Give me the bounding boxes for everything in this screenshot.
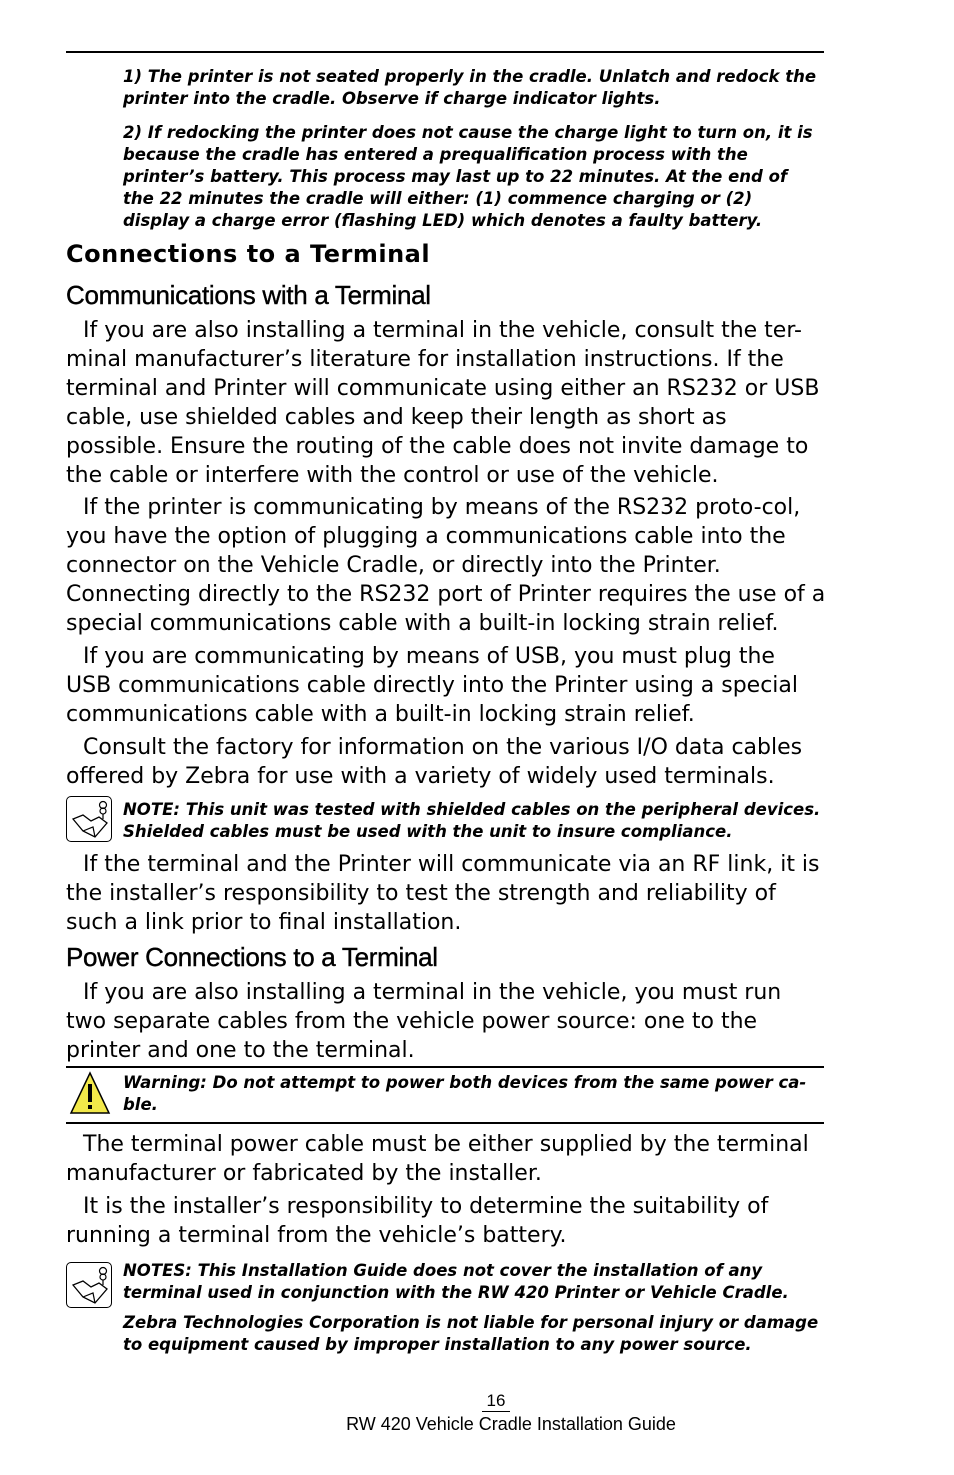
top-rule bbox=[66, 51, 824, 53]
notes-bottom-text-1: NOTES: This Installation Guide does not cover the installation of any terminal used in conjunction with the RW 420 Printer or Vehicle Cradle. bbox=[123, 1261, 789, 1302]
comm-paragraph-2: If the printer is communicating by means of the RS232 proto-col, you have the option of plugging a communications cable into the connector on the Vehicle Cradle, or directly into the Printer. Connecting directly to the RS232 port of Printer requires the use of a special communications cable with a built-in locking strain relief. bbox=[66, 495, 826, 636]
comm-paragraph-1: If you are also installing a terminal in the vehicle, consult the ter-minal manufacturer’s literature for installation instructions. If the terminal and Printer will communicate using either an RS232 or USB cable, use shielded cables and keep their length as short as possible. Ensure the routing of the cable does not invite damage to the cable or interfere with the control or use of the vehicle. bbox=[66, 318, 820, 488]
note-shielded-text: NOTE: This unit was tested with shielded cables on the peripheral devices. Shielded cables must be used with the unit to insure compliance. bbox=[123, 800, 821, 841]
power-paragraph: If you are also installing a terminal in the vehicle, you must run two separate cables from the vehicle power source: one to the printer and one to the terminal. bbox=[66, 980, 782, 1063]
warning-text: Warning: Do not attempt to power both devices from the same power ca-ble. bbox=[123, 1073, 807, 1114]
note-hand-icon bbox=[66, 796, 112, 842]
power-paragraph-2: The terminal power cable must be either supplied by the terminal manufacturer or fabricated by the installer. bbox=[66, 1132, 809, 1186]
comm-paragraph-3: If you are communicating by means of USB, you must plug the USB communications cable directly into the Printer using a special communications cable with a built-in locking strain relief. bbox=[66, 644, 799, 727]
warning-bottom-rule bbox=[66, 1122, 824, 1124]
subsection-communications-title: Communications with a Terminal bbox=[66, 280, 431, 310]
note-hand-icon bbox=[66, 1262, 112, 1308]
comm-paragraph-4: Consult the factory for information on the various I/O data cables offered by Zebra for use with a variety of widely used terminals. bbox=[66, 735, 803, 789]
section-title: Connections to a Terminal bbox=[66, 240, 431, 268]
warning-top-rule bbox=[66, 1066, 824, 1068]
top-note-1: 1) The printer is not seated properly in the cradle. Unlatch and redock the printer into the cradle. Observe if charge indicator lights. bbox=[123, 67, 817, 108]
page-number-value: 16 bbox=[482, 1391, 511, 1412]
warning-triangle-icon bbox=[69, 1070, 111, 1116]
footer-guide-title: RW 420 Vehicle Cradle Installation Guide bbox=[346, 1414, 676, 1434]
page-number bbox=[0, 1391, 954, 1412]
notes-bottom-text-2: Zebra Technologies Corporation is not liable for personal injury or damage to equipment caused by improper installation to any power source. bbox=[123, 1313, 819, 1354]
power-paragraph-3: It is the installer’s responsibility to determine the suitability of running a terminal from the vehicle’s battery. bbox=[66, 1194, 769, 1248]
top-note-2: 2) If redocking the printer does not cause the charge light to turn on, it is because the cradle has entered a prequalification process with the printer’s battery. This process may last up to 22 minutes. At the end of the 22 minutes the cradle will either: (1) commence charging or (2) display a charge error (flashing LED) which denotes a faulty battery. bbox=[123, 123, 813, 230]
rf-paragraph: If the terminal and the Printer will communicate via an RF link, it is the installer’s responsibility to test the strength and reliability of such a link prior to final installation. bbox=[66, 852, 820, 935]
subsection-power-title: Power Connections to a Terminal bbox=[66, 942, 438, 972]
